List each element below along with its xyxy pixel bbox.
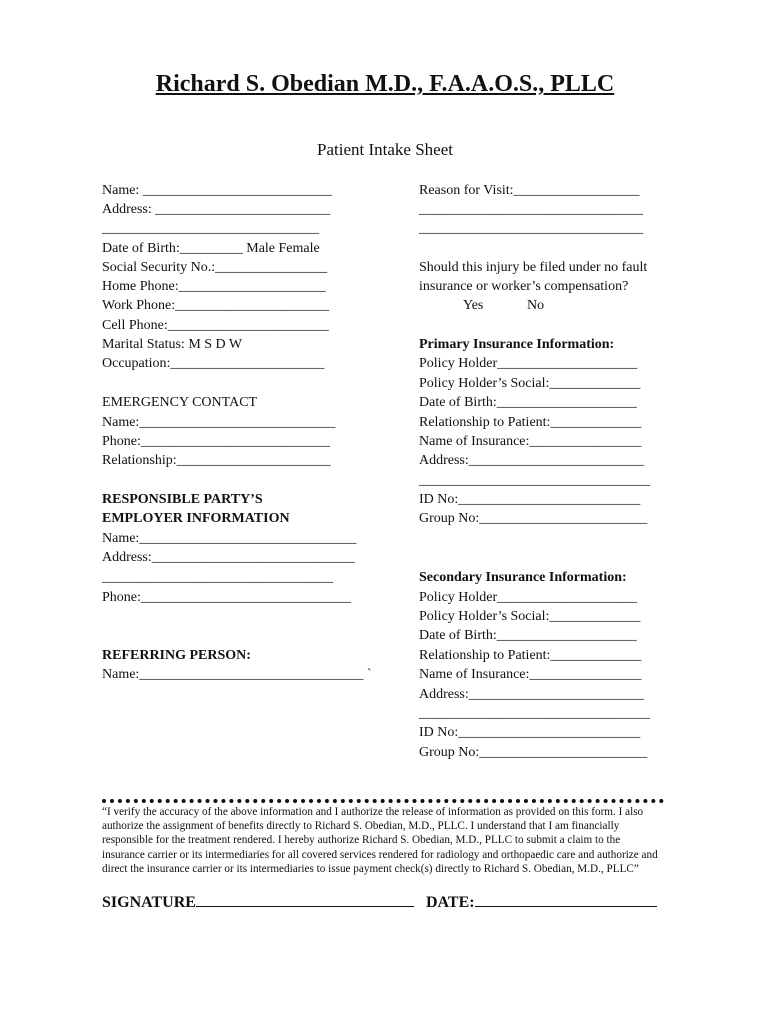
nofault-yes-option[interactable]: Yes (463, 298, 484, 313)
emergency-phone-field[interactable]: Phone:___________________________ (102, 434, 330, 449)
occupation-field[interactable]: Occupation:______________________ (102, 356, 325, 371)
nofault-question-line-2: insurance or worker’s compensation? (419, 279, 629, 294)
secondary-policy-social-field[interactable]: Policy Holder’s Social:_____________ (419, 609, 641, 624)
primary-policy-social-field[interactable]: Policy Holder’s Social:_____________ (419, 376, 641, 391)
secondary-id-field[interactable]: ID No:__________________________ (419, 725, 641, 740)
cell-phone-field[interactable]: Cell Phone:_______________________ (102, 318, 329, 333)
responsible-address-cont-field[interactable]: _________________________________ (102, 570, 333, 585)
patient-address-field[interactable]: Address: _________________________ (102, 202, 331, 217)
responsible-phone-field[interactable]: Phone:______________________________ (102, 590, 351, 605)
secondary-dob-field[interactable]: Date of Birth:____________________ (419, 628, 637, 643)
dotted-separator (102, 799, 664, 803)
primary-policy-holder-field[interactable]: Policy Holder____________________ (419, 356, 638, 371)
secondary-relationship-field[interactable]: Relationship to Patient:_____________ (419, 648, 642, 663)
primary-id-field[interactable]: ID No:__________________________ (419, 492, 641, 507)
primary-insurance-heading: Primary Insurance Information: (419, 337, 615, 352)
signature-label: SIGNATURE (102, 894, 196, 911)
primary-relationship-field[interactable]: Relationship to Patient:_____________ (419, 415, 642, 430)
primary-dob-field[interactable]: Date of Birth:____________________ (419, 395, 637, 410)
referring-name-field[interactable]: Name:________________________________ ` (102, 667, 372, 682)
responsible-address-field[interactable]: Address:_____________________________ (102, 550, 355, 565)
nofault-no-option[interactable]: No (527, 298, 545, 313)
reason-cont-line-1[interactable]: ________________________________ (419, 202, 643, 217)
primary-address-field[interactable]: Address:_________________________ (419, 453, 644, 468)
practice-name: Richard S. Obedian M.D., F.A.A.O.S., PLLC (155, 71, 615, 97)
home-phone-field[interactable]: Home Phone:_____________________ (102, 279, 326, 294)
patient-name-field[interactable]: Name: ___________________________ (102, 183, 332, 198)
secondary-insurance-name-field[interactable]: Name of Insurance:________________ (419, 667, 642, 682)
dob-sex-field[interactable]: Date of Birth:_________ Male Female (102, 241, 320, 256)
reason-cont-line-2[interactable]: ________________________________ (419, 221, 643, 236)
nofault-question-line-1: Should this injury be filed under no fault (419, 260, 648, 275)
signature-row (102, 892, 414, 912)
reason-for-visit-field[interactable]: Reason for Visit:__________________ (419, 183, 640, 198)
referring-person-heading: REFERRING PERSON: (102, 648, 251, 663)
ssn-field[interactable]: Social Security No.:________________ (102, 260, 328, 275)
secondary-group-field[interactable]: Group No:________________________ (419, 745, 648, 760)
form-title: Patient Intake Sheet (317, 140, 453, 159)
secondary-address-field[interactable]: Address:_________________________ (419, 687, 644, 702)
date-label: DATE: (426, 894, 475, 911)
secondary-policy-holder-field[interactable]: Policy Holder____________________ (419, 590, 638, 605)
emergency-contact-heading: EMERGENCY CONTACT (102, 395, 258, 410)
authorization-statement: “I verify the accuracy of the above information and I authorize the release of information as provided on this form. I also authorize the assignment of benefits directly to Richard S. Obedian, M.D., PLLC. I understand that I am financially responsible for the treatment rendered. I hereby authorize Richard S. Obedian, M.D., PLLC to submit a claim to the insurance carrier or its intermediaries for all covered services rendered for radiology and orthopaedic care and authorize and direct the insurance carrier or its intermediaries to issue payment check(s) directly to Richard S. Obedian, M.D., PLLC” (102, 806, 658, 875)
primary-insurance-name-field[interactable]: Name of Insurance:________________ (419, 434, 642, 449)
emergency-name-field[interactable]: Name:____________________________ (102, 415, 336, 430)
employer-info-heading: EMPLOYER INFORMATION (102, 511, 290, 526)
signature-input-line[interactable] (196, 892, 414, 907)
responsible-party-heading: RESPONSIBLE PARTY’S (102, 492, 263, 507)
patient-address-cont-field[interactable]: _______________________________ (102, 221, 319, 236)
date-input-line[interactable] (475, 892, 657, 907)
work-phone-field[interactable]: Work Phone:______________________ (102, 298, 330, 313)
emergency-relationship-field[interactable]: Relationship:______________________ (102, 453, 331, 468)
date-row (426, 892, 657, 912)
primary-address-cont-field[interactable]: _________________________________ (419, 473, 650, 488)
primary-group-field[interactable]: Group No:________________________ (419, 511, 648, 526)
secondary-insurance-heading: Secondary Insurance Information: (419, 570, 627, 585)
marital-status-field[interactable]: Marital Status: M S D W (102, 337, 243, 352)
secondary-address-cont-field[interactable]: _________________________________ (419, 706, 650, 721)
responsible-name-field[interactable]: Name:_______________________________ (102, 531, 357, 546)
